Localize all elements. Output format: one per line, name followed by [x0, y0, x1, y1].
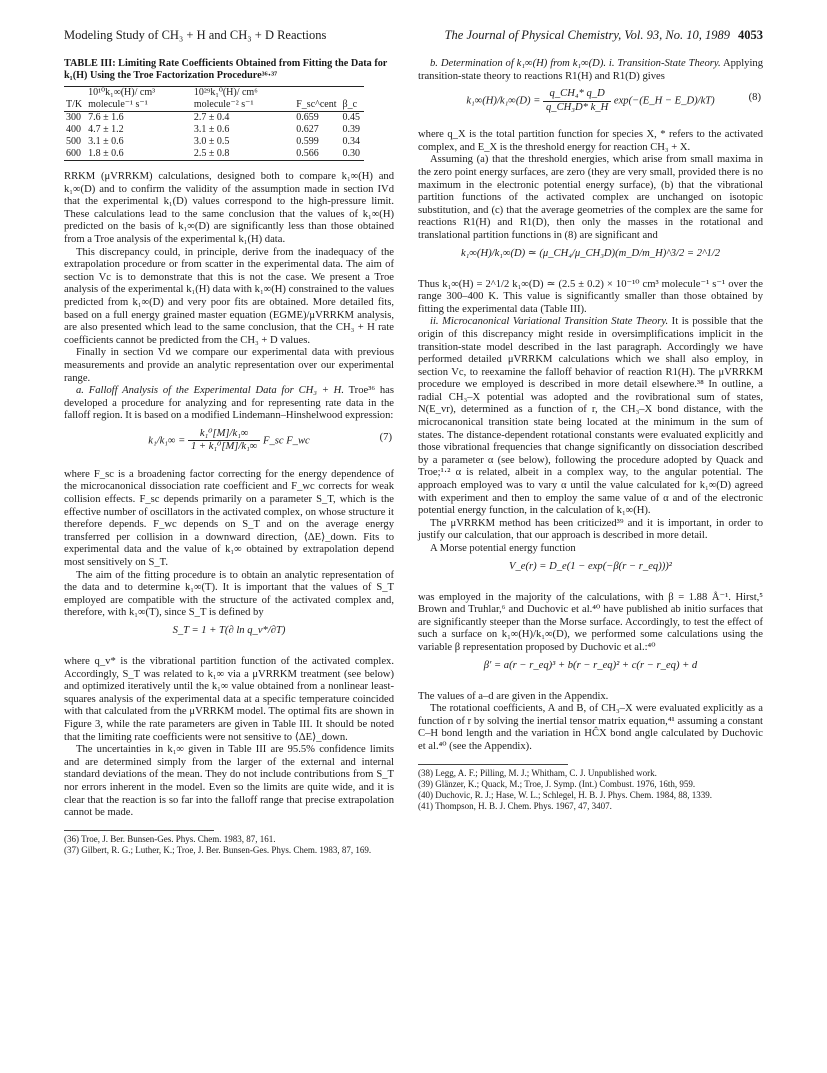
- paragraph: A Morse potential energy function: [430, 543, 576, 554]
- paragraph: where q_v* is the vibrational partition function of the activated complex. Accordingly, S_T was related to k₁∞ via a μVRRKM treatment (see below) and optimized iteratively until the k₁∞ value obtained from a nonlinear least-squares analysis of the experimental data at a specific temperature coincided with that calculated from the μVRRKM model. The optimal fits are shown in Figure 3, while the rate parameters are given in Table III. It should be noted that the limiting rate coefficients were not sensitive to ⟨ΔE⟩_down.: [64, 656, 394, 743]
- footnote: (41) Thompson, H. B. J. Chem. Phys. 1967, 47, 3407.: [418, 800, 612, 811]
- right-column: [418, 58, 763, 812]
- equation-lhs: k₁∞(H)/k₁∞(D) =: [466, 95, 541, 107]
- footnote-rule: [64, 830, 214, 831]
- paragraph: The uncertainties in k₁∞ given in Table III are 95.5% confidence limits and are determined simply from the larger of the external and internal standard deviations of the mean. They do not include contributions from S_T nor errors inherent in the model. Even so the limits are quite wide, and it is clear that the reaction is so far into the falloff range that precise extrapolation cannot be made.: [64, 744, 394, 819]
- footnote: (36) Troe, J. Ber. Bunsen-Ges. Phys. Chem. 1983, 87, 161.: [64, 833, 276, 844]
- table-iii: [64, 86, 364, 161]
- footnote: (40) Duchovic, R. J.; Hase, W. L.; Schlegel, H. B. J. Phys. Chem. 1984, 88, 1339.: [418, 789, 712, 800]
- paragraph: Thus k₁∞(H) = 2^1/2 k₁∞(D) ≃ (2.5 ± 0.2) × 10⁻¹⁰ cm³ molecule⁻¹ s⁻¹ over the range 300–400 K. This value is significantly smaller than those obtained by fitting the experimental data (Table III).: [418, 278, 763, 315]
- paragraph: [418, 58, 763, 83]
- header-journal: [445, 28, 763, 43]
- table-cell: 0.39: [342, 124, 360, 135]
- footnotes-right: [418, 764, 763, 812]
- paragraph: Finally in section Vd we compare our experimental data with previous measurements and provide an analytic representation over our experimental range.: [64, 347, 394, 384]
- equation-fraction: [543, 88, 611, 114]
- paragraph: RRKM (μVRRKM) calculations, designed both to compare k₁∞(H) and k₁∞(D) and to confirm the validity of the assumption made in section IVd that the experimental k₁(D) values correspond to the high-pressure limit. These calculations lead to the same conclusion that the values of k₁∞(H) predicted on the basis of k₁∞(D) are significantly less than those obtained from a Troe analysis of the experimental k₁(H) data.: [64, 171, 394, 245]
- table-cell: 2.7 ± 0.4: [193, 112, 230, 123]
- equation-number: (7): [379, 431, 392, 443]
- footnote: (37) Gilbert, R. G.; Luther, K.; Troe, J. Ber. Bunsen-Ges. Phys. Chem. 1983, 87, 169.: [64, 844, 372, 855]
- table-row: [64, 136, 364, 148]
- table-header-cell: β_c: [340, 87, 364, 112]
- table-cell: 0.627: [296, 124, 319, 135]
- paragraph: [418, 316, 763, 518]
- table-cell: 0.45: [342, 112, 360, 123]
- header-title: Modeling Study of CH₃ + H and CH₃ + D Reactions: [64, 28, 327, 42]
- table-cell: 300: [66, 112, 81, 123]
- running-header: [64, 28, 763, 48]
- table-cell: 400: [66, 124, 81, 135]
- footnote-rule: [418, 764, 568, 765]
- left-column: [64, 58, 394, 856]
- equation-lhs: k₁/k₁∞ =: [148, 435, 186, 447]
- section-heading: a. Falloff Analysis of the Experimental Data for CH₃ + H.: [76, 385, 344, 397]
- table-cell: 3.1 ± 0.6: [193, 124, 230, 135]
- section-heading: b. Determination of k₁∞(H) from k₁∞(D). i. Transition-State Theory.: [430, 58, 721, 69]
- equation-8: [418, 88, 763, 124]
- table-cell: 0.659: [296, 112, 319, 123]
- table-header-cell: T/K: [64, 87, 86, 112]
- equation-7: [64, 428, 394, 464]
- paragraph: The μVRRKM method has been criticized³⁹ and it is important, in order to justify our calculation, that our approach is described in more detail.: [418, 517, 763, 542]
- table-cell: 1.8 ± 0.6: [86, 148, 192, 161]
- equation-rhs: F_sc F_wc: [262, 435, 310, 447]
- paragraph: The rotational coefficients, A and B, of CH₃–X were evaluated explicitly as a function of r by solving the inertial tensor matrix equation,⁴¹ assuming a constant C–H bond length and the variation in HĈX bond angle calculated by Duchovic et al.⁴⁰ (see the Appendix).: [418, 703, 763, 752]
- paragraph: [64, 385, 394, 423]
- table-cell: 500: [66, 136, 81, 147]
- paragraph: The values of a–d are given in the Appendix.: [418, 690, 609, 702]
- paragraph: where q_X is the total partition function for species X, * refers to the activated complex, and E_X is the threshold energy for reaction CH₃ + X.: [418, 129, 763, 153]
- equation-exponential: exp(−(E_H − E_D)/kT): [613, 95, 715, 107]
- table-cell: 3.1 ± 0.6: [88, 136, 124, 147]
- table-cell: 600: [64, 148, 86, 161]
- paragraph-text: Troe³⁶ has developed a procedure for analyzing and for representing rate data in the falloff region. It is based on a modified Lindemann–Hinshelwood expression:: [64, 385, 394, 422]
- fraction-numerator: k₁⁰[M]/k₁∞: [188, 428, 260, 442]
- table-header-cell: 10¹⁰k₁∞(H)/ cm³ molecule⁻¹ s⁻¹: [86, 87, 192, 112]
- table-caption: TABLE III: Limiting Rate Coefficients Obtained from Fitting the Data for k₁(H) Using the Troe Factorization Procedure³⁶·³⁷: [64, 58, 388, 81]
- paragraph: This discrepancy could, in principle, derive from the inadequacy of the extrapolation procedure or from scatter in the experimental data. The aim of section Vc is to demonstrate that this is not the case. We present a Troe analysis of the experimental k₁(H) data with k₁∞(H) constrained to the values predicted from k₁∞(D) and very poor fits are obtained. More detailed fits, based on a full energy grained master equation (EGME)/μVRRKM analysis, are also presented which lead to the same conclusion, that the CH₃ + H rate coefficients cannot be predicted from the CH₃ + D values.: [64, 246, 394, 346]
- table-row: [64, 148, 364, 161]
- equation-number: (8): [748, 92, 761, 104]
- fraction-numerator: q_CH₄* q_D: [543, 88, 611, 102]
- table-cell: 4.7 ± 1.2: [88, 124, 124, 135]
- table-cell: 0.566: [294, 148, 340, 161]
- table-cell: 3.0 ± 0.5: [193, 136, 230, 147]
- table-cell: 2.5 ± 0.8: [192, 148, 294, 161]
- table-header-cell: F_sc^cent: [294, 87, 340, 112]
- equation-mass-ratio: k₁∞(H)/k₁∞(D) ≃ (μ_CH₄/μ_CH₃D)(m_D/m_H)^3/2 = 2^1/2: [460, 247, 721, 259]
- table-cell: 0.30: [340, 148, 364, 161]
- section-heading: ii. Microcanonical Variational Transition State Theory.: [430, 316, 669, 328]
- paragraph: where F_sc is a broadening factor correcting for the energy dependence of the microcanonical dissociation rate coefficient and F_wc corrects for weak collision effects. F_sc depends primarily on a parameter S_T, which is the effective number of oscillators in the activated complex, on whose structure it therefore depends. F_wc depends on S_T and on the average energy transferred per collision in a downward direction, ⟨ΔE⟩_down. Fits to experimental data and the value of k₁∞ obtained by extrapolation depend most sensitively on S_T.: [64, 468, 394, 569]
- paragraph: was employed in the majority of the calculations, with β = 1.88 Å⁻¹. Hirst,⁵ Brown and Truhlar,⁶ and Duchovic et al.⁴⁰ have published ab initio surfaces that are significantly steeper than the Morse surface. Accordingly, to test the effect of such a surface on k₁∞(H)/k₁∞(D), we performed some calculations using the variable β representation proposed by Duchovic et al.:⁴⁰: [418, 591, 763, 653]
- footnotes-left: [64, 830, 394, 856]
- equation-st: S_T = 1 + T(∂ ln q_v*/∂T): [172, 625, 286, 636]
- table-row: [64, 112, 364, 125]
- table-cell: 7.6 ± 1.6: [88, 112, 124, 123]
- paragraph: Assuming (a) that the threshold energies, which arise from small maxima in the zero point energy surfaces, are zero (they are very small, provided there is no maximum in the electronic potential energy surface), (b) that the vibrational partition functions of the activated complex are unchanged on isotopic substitution, and (c) that the average geometries of the complex are the same for reactions R1(H) and R1(D), then only the masses in the rotational and translational partition functions in (8) are significant and: [418, 154, 763, 241]
- fraction-denominator: q_CH₃D* k_H: [546, 101, 609, 113]
- table-header-cell: 10²⁹k₁⁰(H)/ cm⁶ molecule⁻² s⁻¹: [192, 87, 294, 112]
- footnote: (38) Legg, A. F.; Pilling, M. J.; Whitham, C. J. Unpublished work.: [418, 767, 657, 778]
- footnote: (39) Glänzer, K.; Quack, M.; Troe, J. Symp. (Int.) Combust. 1976, 16th, 959.: [418, 778, 696, 789]
- equation-beta: β′ = a(r − r_eq)³ + b(r − r_eq)² + c(r − r_eq) + d: [483, 659, 698, 671]
- paragraph: The aim of the fitting procedure is to obtain an analytic representation of the data and to determine k₁∞(T). It is important that the values of S_T employed are compatible with the structure of the activated complex and, therefore, with k₁∞(T), since S_T is defined by: [64, 569, 394, 619]
- table-cell: 0.34: [342, 136, 360, 147]
- equation-fraction: [188, 428, 260, 454]
- journal-citation: The Journal of Physical Chemistry, Vol. 93, No. 10, 1989: [444, 28, 730, 42]
- paragraph-text: It is possible that the origin of this discrepancy might reside in oversimplifications implicit in the transition-state model described in the last paragraph. Accordingly we have performed detailed μVRRKM calculations which we shall also employ, in section Vc, to reexamine the falloff behavior of reaction R1(H). The μVRRKM procedure we employed is described in more detail elsewhere.³⁸ In outline, a radial CH₃–X potential was adopted and the rovibrational sum of states, N(E_vr), determined as a function of r, the CH₃–X bond distance, with the microcanonical transition state being located at the minimum in the sum of states. The distance-dependent rotational constants were evaluated explicitly and those vibrational frequencies that change significantly on dissociation described by a parameter α (see below), following the procedure adopted by Quack and Troe;¹·² α is related, albeit in a complex way, to the angular potential. The approach employed was to vary α until the value calculated for k₁∞(D) agreed with experiment and then to employ the same value of α and of the electronic potential energy function, in the calculation of k₁∞(H).: [418, 316, 763, 517]
- fraction-denominator: 1 + k₁⁰[M]/k₁∞: [190, 441, 258, 453]
- paragraph-text: Applying transition-state theory to reactions R1(H) and R1(D) gives: [418, 58, 763, 82]
- equation-morse: V_e(r) = D_e(1 − exp(−β(r − r_eq)))²: [509, 560, 672, 572]
- table-cell: 0.599: [296, 136, 319, 147]
- table-row: [64, 124, 364, 136]
- page-number: 4053: [738, 28, 763, 42]
